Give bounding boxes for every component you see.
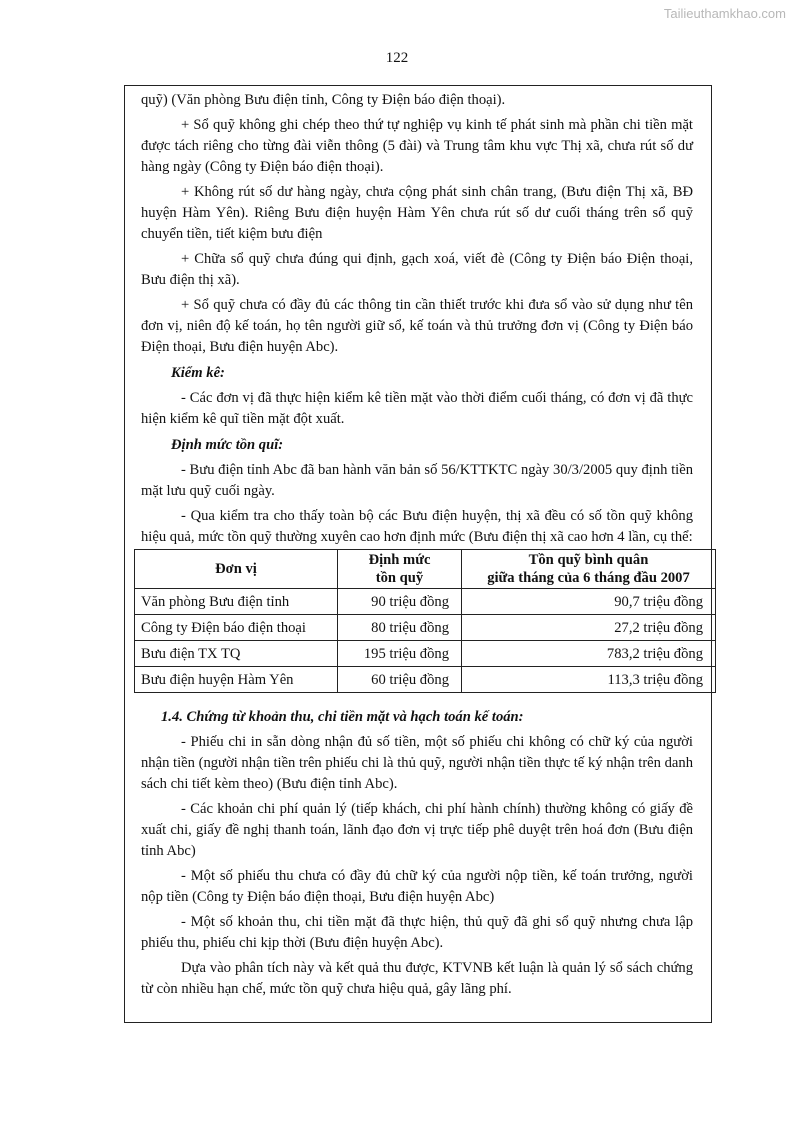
paragraph: - Các khoản chi phí quản lý (tiếp khách, chi phí hành chính) thường không có giấy đề xuất chi, giấy đề nghị thanh toán, lãnh đạo đơn vị trực tiếp phê duyệt trên hoá đơn (Bưu điện tỉnh Abc) [141, 801, 693, 859]
paragraph: - Phiếu chi in sẵn dòng nhận đủ số tiền, một số phiếu chi không có chữ ký của người nhận tiền (người nhận tiền trên phiếu chi là thủ quỹ, người nhận tiền thực tế ký nhận trên danh sách chi tiết kèm theo) (Bưu điện tỉnh Abc). [141, 734, 693, 792]
page-number: 122 [385, 50, 409, 66]
cell-unit: Văn phòng Bưu điện tỉnh [135, 589, 338, 615]
paragraph: + Không rút số dư hàng ngày, chưa cộng phát sinh chân trang, (Bưu điện Thị xã, BĐ huyện Hàm Yên). Riêng Bưu điện huyện Hàm Yên chưa rút số dư cuối tháng trên sổ quỹ chuyển tiền, tiết kiệm bưu điện [141, 184, 693, 242]
cash-fund-table [134, 549, 716, 693]
cell-average: 90,7 triệu đồng [462, 589, 716, 615]
cell-norm: 90 triệu đồng [338, 589, 462, 615]
table-row [135, 641, 716, 667]
header-norm-line2: tồn quỹ [375, 570, 424, 586]
cell-norm: 80 triệu đồng [338, 615, 462, 641]
header-average-line2: giữa tháng của 6 tháng đầu 2007 [487, 570, 690, 586]
cell-unit: Bưu điện TX TQ [135, 641, 338, 667]
paragraph: - Qua kiểm tra cho thấy toàn bộ các Bưu điện huyện, thị xã đều có số tồn quỹ không hiệu quả, mức tồn quỹ thường xuyên cao hơn định mức (Bưu điện thị xã cao hơn 4 lần, cụ thể: [141, 508, 693, 545]
paragraph: + Sổ quỹ chưa có đầy đủ các thông tin cần thiết trước khi đưa sổ vào sử dụng như tên đơn vị, niên độ kế toán, họ tên người giữ sổ, kế toán và thủ trưởng đơn vị (Công ty Điện báo Điện thoại, Bưu điện huyện Abc). [141, 297, 693, 355]
paragraph: + Sổ quỹ không ghi chép theo thứ tự nghiệp vụ kinh tế phát sinh mà phần chi tiền mặt được tách riêng cho từng đài viễn thông (5 đài) và Trung tâm khu vực Thị xã, chưa rút số dư hàng ngày (Công ty Điện báo điện thoại). [141, 117, 693, 175]
paragraph: quỹ) (Văn phòng Bưu điện tỉnh, Công ty Điện báo điện thoại). [141, 92, 506, 108]
paragraph: - Một số khoản thu, chi tiền mặt đã thực hiện, thủ quỹ đã ghi sổ quỹ nhưng chưa lập phiếu thu, phiếu chi kịp thời (Bưu điện huyện Abc). [141, 914, 693, 951]
content-frame [124, 85, 712, 1023]
paragraph: + Chữa sổ quỹ chưa đúng qui định, gạch xoá, viết đè (Công ty Điện báo Điện thoại, Bưu điện thị xã). [141, 251, 693, 288]
paragraph: - Một số phiếu thu chưa có đầy đủ chữ ký của người nộp tiền, kế toán trưởng, người nộp tiền (Công ty Điện báo điện thoại, Bưu điện huyện Abc) [141, 868, 693, 905]
cell-norm: 195 triệu đồng [338, 641, 462, 667]
cell-unit: Công ty Điện báo điện thoại [135, 615, 338, 641]
cell-average: 113,3 triệu đồng [462, 667, 716, 693]
header-average-line1: Tồn quỹ bình quân [528, 552, 649, 568]
header-average [462, 550, 716, 589]
header-norm-line1: Định mức [368, 552, 431, 568]
paragraph: - Các đơn vị đã thực hiện kiểm kê tiền mặt vào thời điểm cuối tháng, có đơn vị đã thực hiện kiểm kê quĩ tiền mặt đột xuất. [141, 390, 693, 427]
cell-average: 783,2 triệu đồng [462, 641, 716, 667]
watermark: Tailieuthamkhao.com [663, 6, 786, 21]
paragraph: Dựa vào phân tích này và kết quả thu được, KTVNB kết luận là quản lý sổ sách chứng từ còn nhiều hạn chế, mức tồn quỹ chưa hiệu quả, gây lãng phí. [141, 960, 693, 997]
cell-unit: Bưu điện huyện Hàm Yên [135, 667, 338, 693]
table-header-row [135, 550, 716, 589]
heading-section-1-4: 1.4. Chứng từ khoản thu, chi tiền mặt và hạch toán kế toán: [161, 709, 524, 725]
heading-kiem-ke: Kiểm kê: [171, 365, 225, 381]
header-norm [338, 550, 462, 589]
heading-dinh-muc: Định mức tồn quĩ: [171, 437, 284, 453]
cell-average: 27,2 triệu đồng [462, 615, 716, 641]
header-unit: Đơn vị [135, 550, 338, 589]
paragraph: - Bưu điện tỉnh Abc đã ban hành văn bản số 56/KTTKTC ngày 30/3/2005 quy định tiền mặt lưu quỹ cuối ngày. [141, 462, 693, 499]
table-row [135, 667, 716, 693]
table-row [135, 615, 716, 641]
table-row [135, 589, 716, 615]
cell-norm: 60 triệu đồng [338, 667, 462, 693]
